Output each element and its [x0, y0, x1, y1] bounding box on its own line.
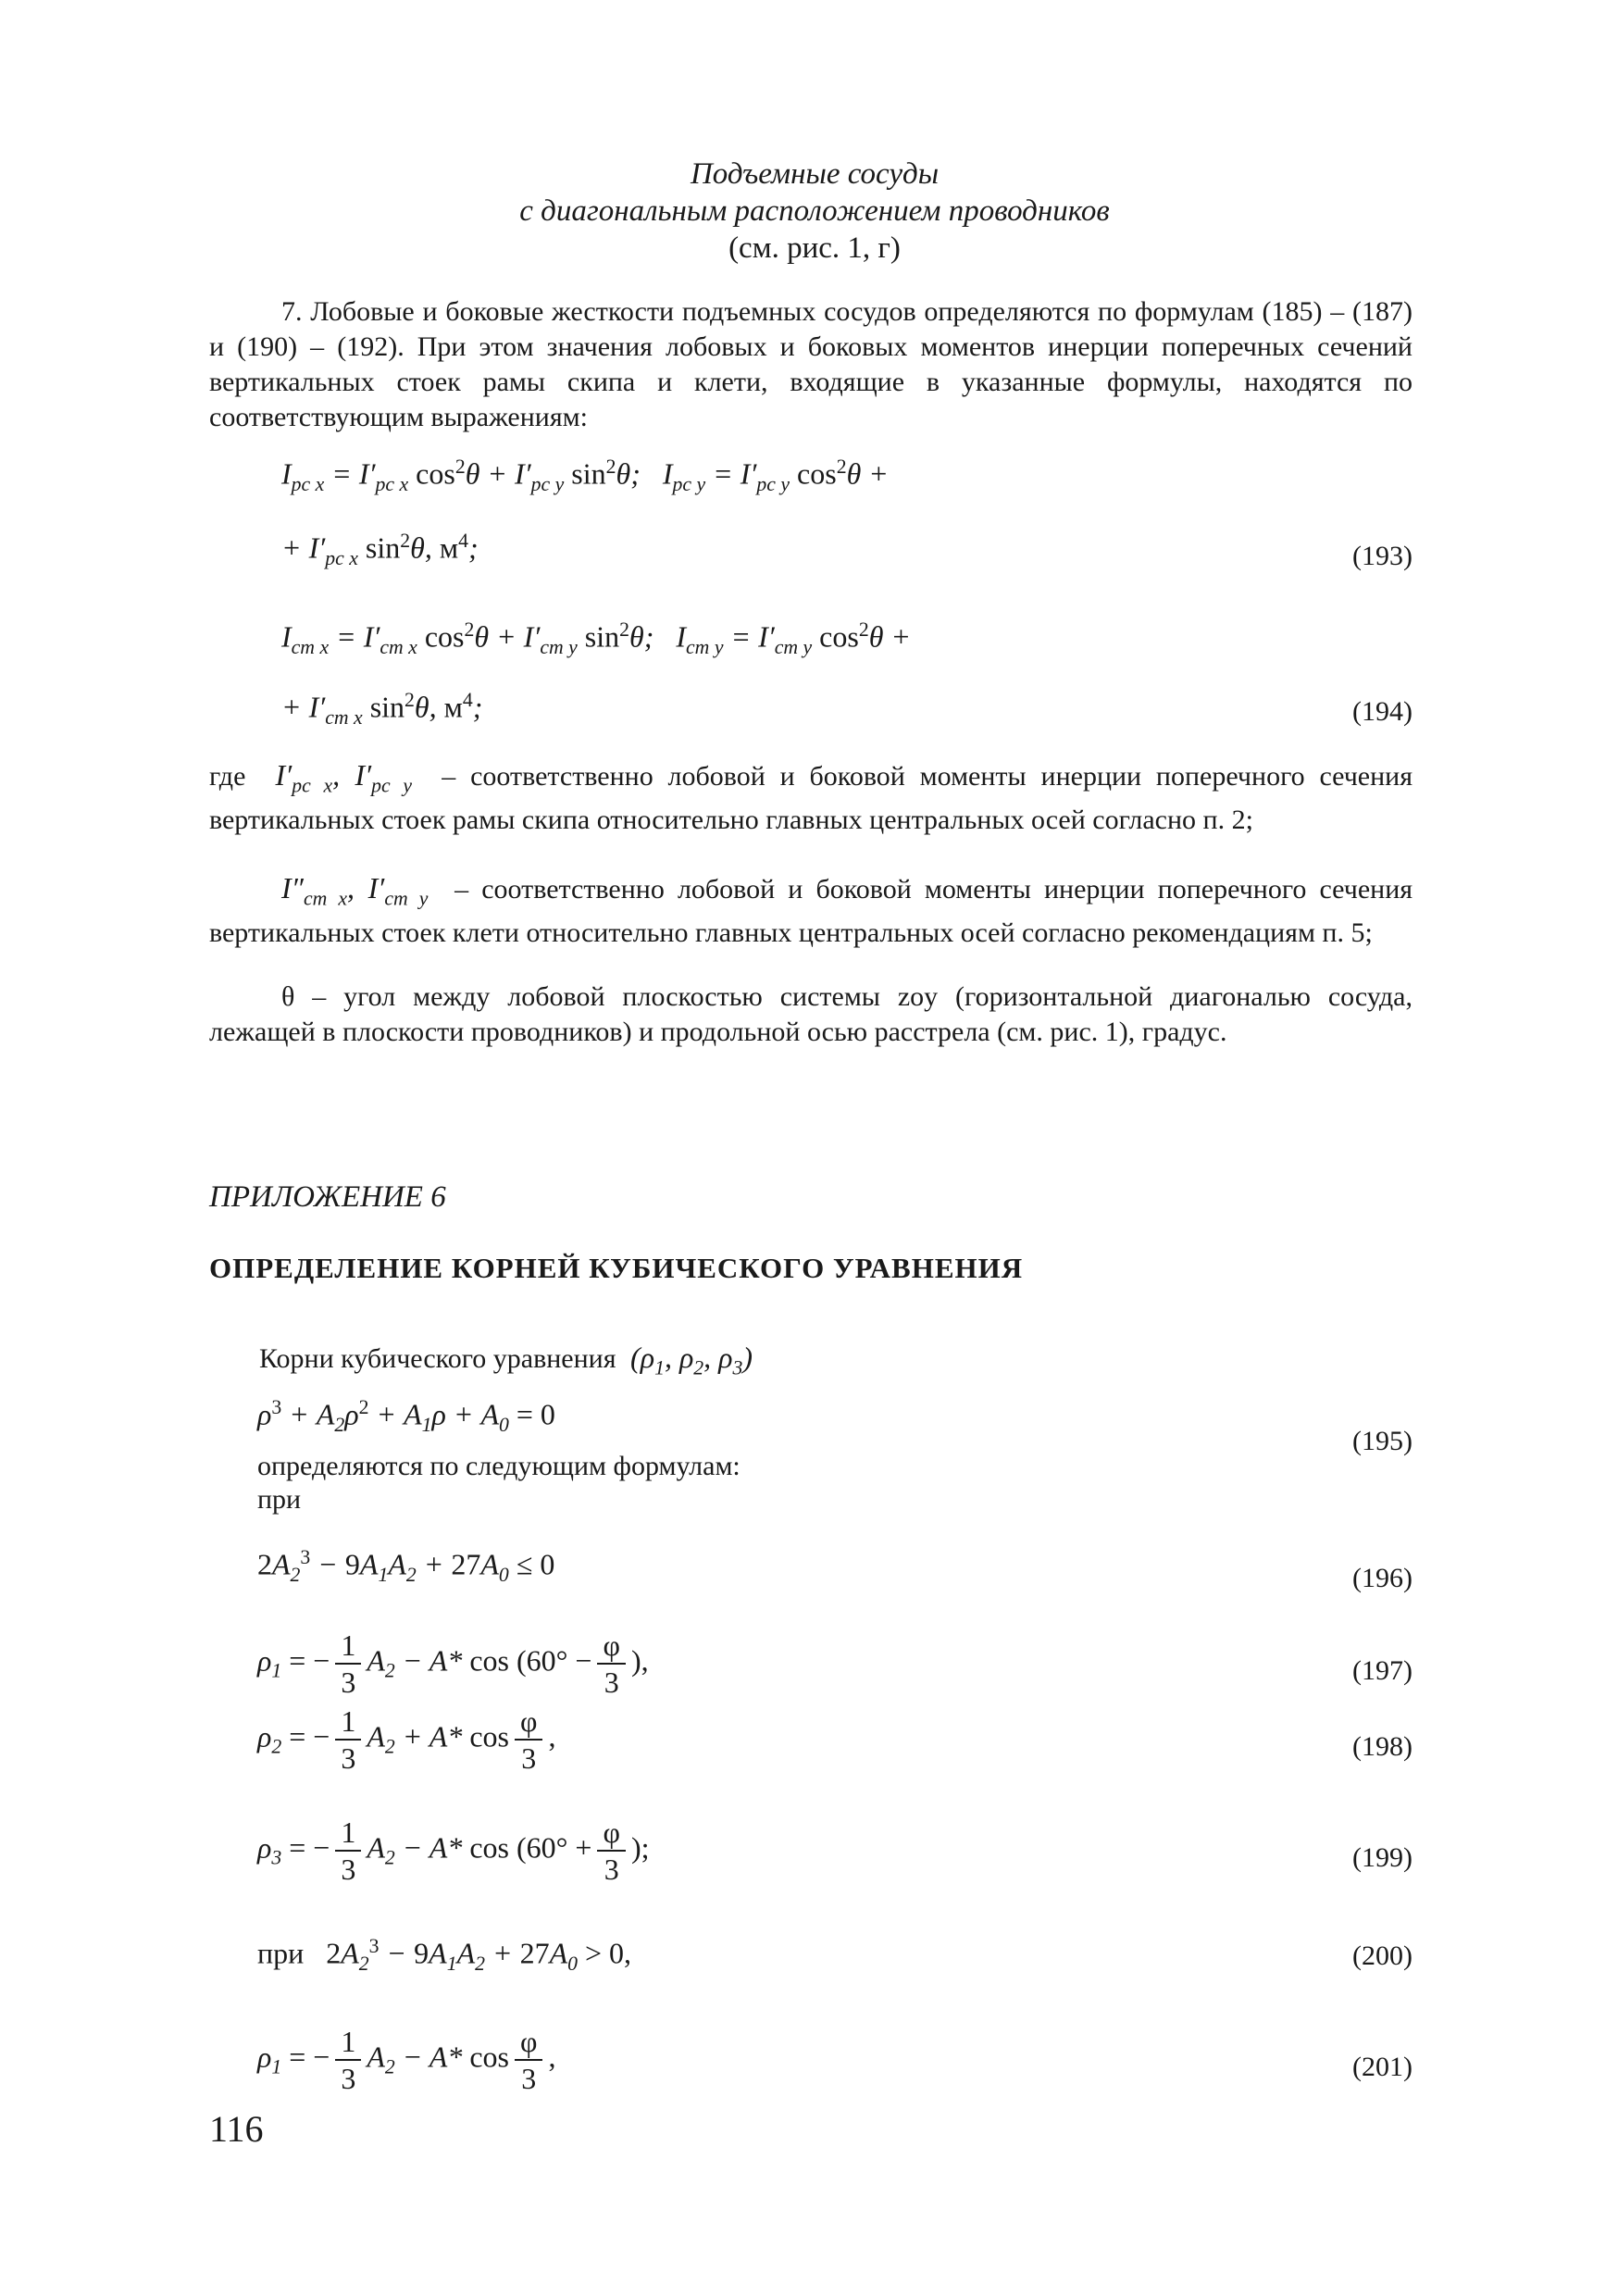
equation-196: $2A_2^3 - 9A_1A_2 + 27A_0 \le 0$ (196) — [257, 1546, 1413, 1593]
equation-number: (200) — [1352, 1940, 1413, 1971]
cubic-conditions-intro: определяются по следующим формулам: при — [257, 1451, 741, 1515]
equation-199: $\rho_3$ = − $\frac{1}{3}$ $A_2 - A*$ cos (60° + $\frac{\varphi}{3}$ ); (199) — [257, 1816, 1413, 1886]
equation-193-line-2: + $I'_{рс x}$ $\sin^2\theta$, $м^4$; (193) — [281, 530, 1413, 571]
equation-number: (194) — [1352, 696, 1413, 727]
equation-201: $\rho_1$ = − $\frac{1}{3}$ $A_2 - A*$ cos $\frac{\varphi}{3}$ , (201) — [257, 2025, 1413, 2095]
equation-number: (199) — [1352, 1842, 1413, 1873]
definition-1: где $I'_{рс x}$, $I'_{рс y}$ – соответственно лобовой и боковой моменты инерции поперечного сечения вертикальных стоек рамы скипа относительно главных центральных осей согласно п. 2; — [209, 758, 1413, 836]
page-number: 116 — [209, 2108, 264, 2150]
equation-197: $\rho_1$ = − $\frac{1}{3}$ $A_2 - A*$ cos (60° − $\frac{\varphi}{3}$ ), (197) — [257, 1628, 1413, 1699]
equation-number: (196) — [1352, 1563, 1413, 1593]
equation-number: (198) — [1352, 1731, 1413, 1762]
appendix-title: ОПРЕДЕЛЕНИЕ КОРНЕЙ КУБИЧЕСКОГО УРАВНЕНИЯ — [209, 1252, 1024, 1284]
definition-2: $I''_{ст x}$, $I'_{ст y}$ – соответственно лобовой и боковой моменты инерции поперечного сечения вертикальных стоек клети относительно главных центральных осей согласно рекомендациям п. 5; — [209, 871, 1413, 949]
equation-number: (197) — [1352, 1655, 1413, 1686]
equation-194-line-2: + $I'_{ст x}$ $\sin^2\theta$, $м^4$; (194) — [281, 689, 1413, 730]
heading-line-2: с диагональным расположением проводников — [519, 194, 1110, 228]
equation-200: при $2A_2^3 - 9A_1A_2 + 27A_0 > 0$, (200) — [257, 1935, 1413, 1976]
equation-198: $\rho_2$ = − $\frac{1}{3}$ $A_2 + A*$ cos $\frac{\varphi}{3}$ , (198) — [257, 1704, 1413, 1775]
equation-194-line-1: $I_{ст x} = I'_{ст x}$ $\cos^2\theta + I'_{ст y}$ $\sin^2\theta$; $I_{ст y} = I'_{ст y}$ $\cos^2\theta$ + — [281, 618, 912, 659]
heading-line-3: (см. рис. 1, г) — [728, 231, 901, 265]
appendix-label: ПРИЛОЖЕНИЕ 6 — [209, 1180, 446, 1214]
equation-193-line-1: $I_{рс x} = I'_{рс x}$ $\cos^2\theta + I'_{рс y}$ $\sin^2\theta$; $I_{рс y} = I'_{рс y}$ $\cos^2\theta$ + — [281, 455, 889, 496]
heading-line-1: Подъемные сосуды — [690, 157, 940, 191]
equation-number: (193) — [1352, 541, 1413, 571]
section-heading — [213, 156, 1416, 267]
definition-3: θ – угол между лобовой плоскостью системы zoy (горизонтальной диагональю сосуда, лежащей в плоскости проводников) и продольной осью расстрела (см. рис. 1), градус. — [209, 981, 1413, 1047]
intro-paragraph: 7. Лобовые и боковые жесткости подъемных сосудов определяются по формулам (185) – (187) и (190) – (192). При этом значения лобовых и боковых моментов инерции поперечных сечений вертикальных стоек рамы скипа и клети, входящие в указанные формулы, находятся по соответствующим выражениям: — [209, 296, 1413, 432]
equation-number: (201) — [1352, 2052, 1413, 2082]
cubic-intro: Корни кубического уравнения ($\rho_1$, $\rho_2$, $\rho_3$) — [259, 1341, 753, 1379]
equation-number: (195) — [1352, 1426, 1413, 1456]
equation-195: $\rho^3 + A_2\rho^2 + A_1\rho + A_0 = 0$ (195) — [257, 1396, 1413, 1456]
